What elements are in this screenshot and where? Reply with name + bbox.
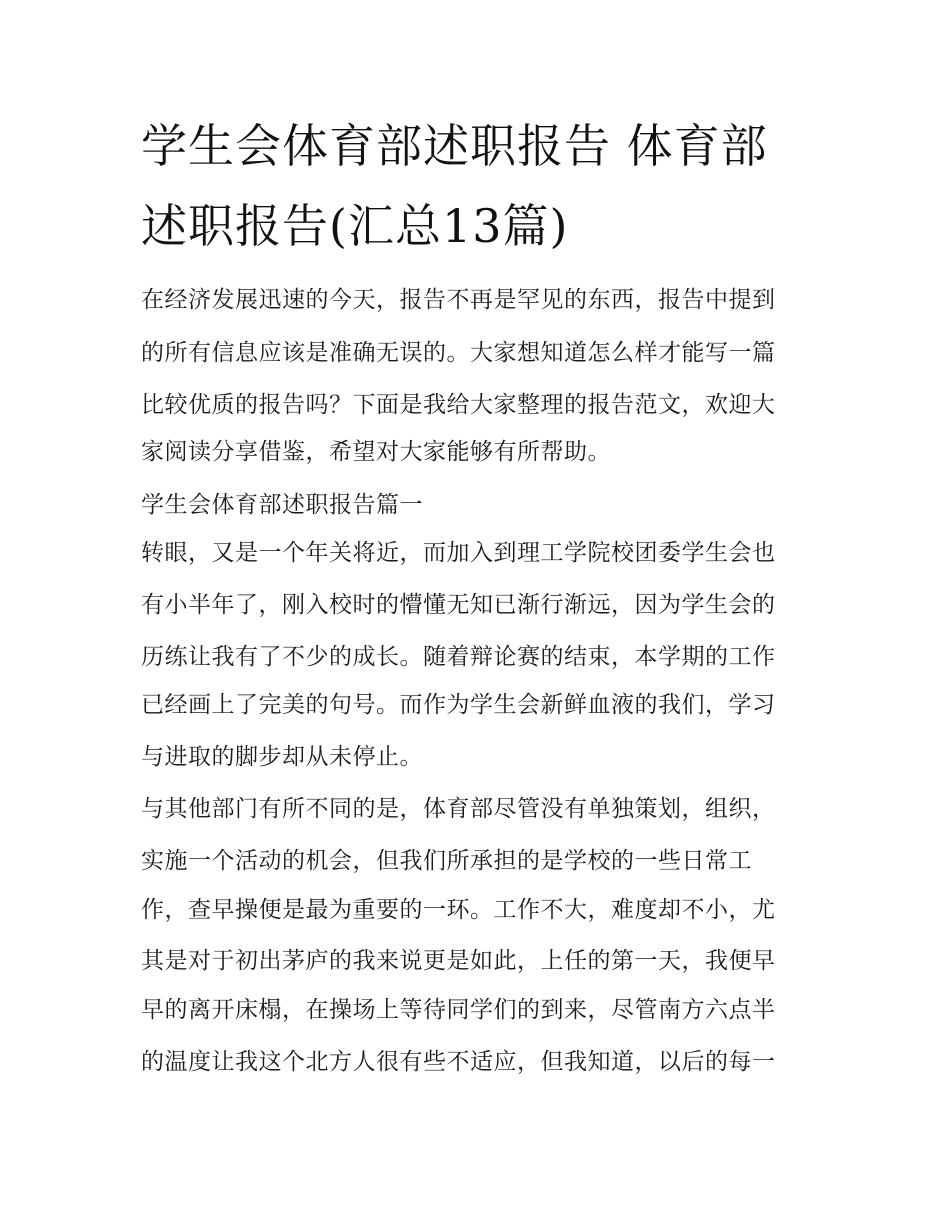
paragraph2-line-1: 与其他部门有所不同的是，体育部尽管没有单独策划，组织， — [141, 796, 776, 822]
section-heading: 学生会体育部述职报告篇一 — [141, 492, 423, 518]
intro-line-1: 在经济发展迅速的今天，报告不再是罕见的东西，报告中提到 — [141, 287, 776, 313]
paragraph1-line-2: 有小半年了，刚入校时的懵懂无知已渐行渐远，因为学生会的 — [141, 592, 776, 618]
paragraph2-line-6: 的温度让我这个北方人很有些不适应，但我知道，以后的每一 — [141, 1049, 776, 1075]
intro-line-3: 比较优质的报告吗？下面是我给大家整理的报告范文，欢迎大 — [141, 392, 776, 418]
document-title-line-1: 学生会体育部述职报告 体育部 — [141, 119, 768, 173]
document-title-line-2: 述职报告(汇总13篇) — [141, 199, 569, 253]
paragraph1-line-5: 与进取的脚步却从未停止。 — [141, 744, 423, 770]
paragraph1-line-1: 转眼，又是一个年关将近，而加入到理工学院校团委学生会也 — [141, 540, 776, 566]
paragraph2-line-5: 早的离开床榻，在操场上等待同学们的到来，尽管南方六点半 — [141, 997, 776, 1023]
intro-line-4: 家阅读分享借鉴，希望对大家能够有所帮助。 — [141, 439, 611, 465]
paragraph1-line-3: 历练让我有了不少的成长。随着辩论赛的结束，本学期的工作 — [141, 644, 776, 670]
paragraph2-line-2: 实施一个活动的机会，但我们所承担的是学校的一些日常工 — [141, 848, 752, 874]
paragraph1-line-4: 已经画上了完美的句号。而作为学生会新鲜血液的我们，学习 — [141, 692, 776, 718]
intro-line-2: 的所有信息应该是准确无误的。大家想知道怎么样才能写一篇 — [141, 340, 776, 366]
paragraph2-line-3: 作，查早操便是最为重要的一环。工作不大，难度却不小，尤 — [141, 897, 776, 923]
paragraph2-line-4: 其是对于初出茅庐的我来说更是如此，上任的第一天，我便早 — [141, 948, 776, 974]
